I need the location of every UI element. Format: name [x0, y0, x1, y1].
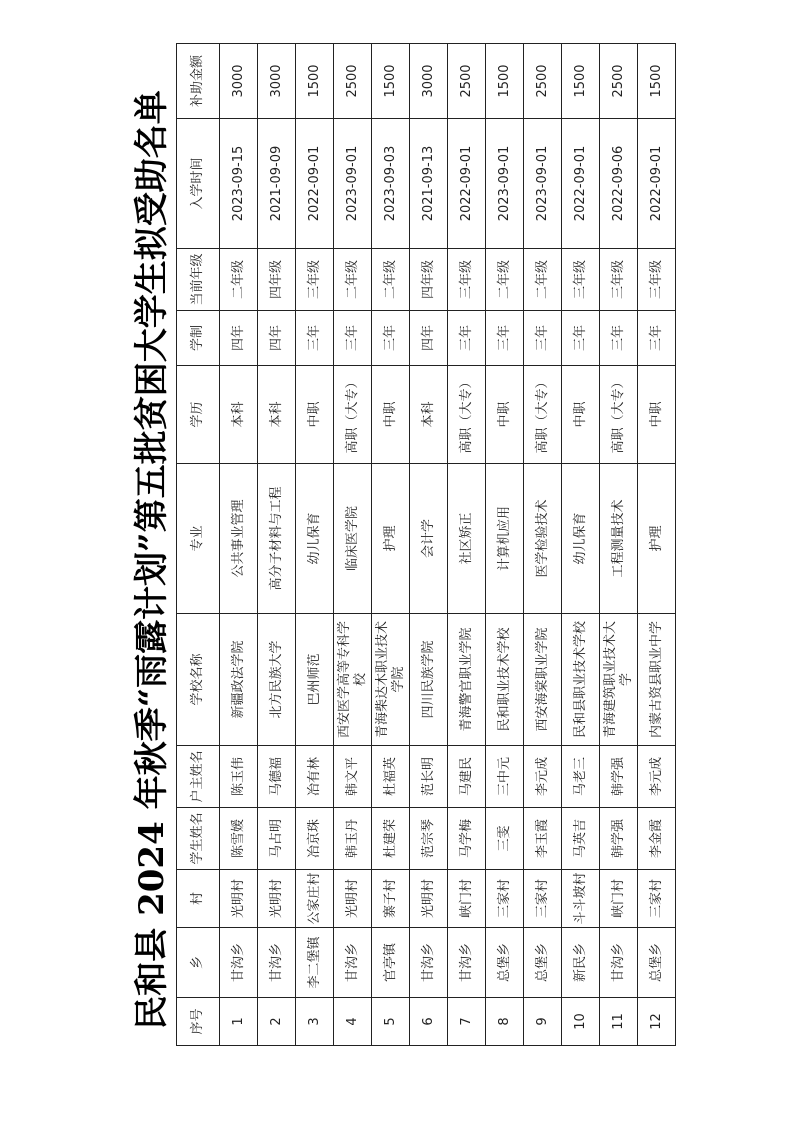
cell-duration: 三年 [562, 311, 600, 366]
cell-subsidy: 1500 [638, 44, 676, 119]
cell-householder-name: 范长明 [410, 746, 448, 808]
cell-student-name: 马占明 [258, 808, 296, 870]
cell-township: 总堡乡 [638, 928, 676, 998]
header-cell: 村 [177, 870, 220, 928]
cell-village: 公家庄村 [296, 870, 334, 928]
cell-enroll-date: 2021-09-09 [258, 119, 296, 249]
cell-education: 高职（大专） [524, 366, 562, 464]
cell-school-name: 民和职业技术学校 [486, 614, 524, 746]
cell-householder-name: 李元成 [638, 746, 676, 808]
cell-enroll-date: 2021-09-13 [410, 119, 448, 249]
cell-enroll-date: 2022-09-01 [638, 119, 676, 249]
cell-householder-name: 韩学强 [600, 746, 638, 808]
cell-index: 9 [524, 998, 562, 1046]
cell-subsidy: 3000 [258, 44, 296, 119]
cell-householder-name: 韩文平 [334, 746, 372, 808]
cell-student-name: 陈雪媛 [220, 808, 258, 870]
cell-education: 中职 [486, 366, 524, 464]
cell-school-name: 西安医学高等专科学校 [334, 614, 372, 746]
cell-major: 医学检验技术 [524, 464, 562, 614]
table-row [486, 44, 524, 1046]
cell-village: 三家村 [524, 870, 562, 928]
cell-index: 3 [296, 998, 334, 1046]
cell-householder-name: 马建民 [448, 746, 486, 808]
cell-village: 光明村 [220, 870, 258, 928]
cell-major: 计算机应用 [486, 464, 524, 614]
cell-enroll-date: 2023-09-01 [334, 119, 372, 249]
cell-student-name: 杜建荣 [372, 808, 410, 870]
cell-enroll-date: 2022-09-01 [562, 119, 600, 249]
cell-grade: 三年级 [448, 249, 486, 311]
cell-school-name: 新疆政法学院 [220, 614, 258, 746]
header-cell: 户主姓名 [177, 746, 220, 808]
cell-enroll-date: 2023-09-01 [524, 119, 562, 249]
cell-index: 1 [220, 998, 258, 1046]
cell-education: 本科 [258, 366, 296, 464]
table-row [600, 44, 638, 1046]
cell-major: 高分子材料与工程 [258, 464, 296, 614]
cell-index: 7 [448, 998, 486, 1046]
cell-grade: 三年级 [562, 249, 600, 311]
table-row [448, 44, 486, 1046]
cell-school-name: 北方民族大学 [258, 614, 296, 746]
cell-school-name: 青海建筑职业技术大学 [600, 614, 638, 746]
cell-education: 中职 [638, 366, 676, 464]
cell-subsidy: 1500 [562, 44, 600, 119]
cell-grade: 三年级 [600, 249, 638, 311]
cell-index: 2 [258, 998, 296, 1046]
cell-township: 总堡乡 [486, 928, 524, 998]
cell-village: 峡门村 [448, 870, 486, 928]
cell-township: 甘沟乡 [258, 928, 296, 998]
cell-subsidy: 1500 [372, 44, 410, 119]
header-cell: 专业 [177, 464, 220, 614]
cell-township: 甘沟乡 [448, 928, 486, 998]
cell-grade: 三年级 [296, 249, 334, 311]
cell-student-name: 韩玉丹 [334, 808, 372, 870]
header-cell: 学生姓名 [177, 808, 220, 870]
cell-grade: 二年级 [334, 249, 372, 311]
cell-grade: 二年级 [372, 249, 410, 311]
cell-duration: 三年 [334, 311, 372, 366]
cell-major: 工程测量技术 [600, 464, 638, 614]
cell-duration: 四年 [258, 311, 296, 366]
table-row [562, 44, 600, 1046]
cell-subsidy: 3000 [220, 44, 258, 119]
cell-school-name: 巴州师范 [296, 614, 334, 746]
cell-duration: 三年 [524, 311, 562, 366]
header-row [177, 44, 220, 1046]
cell-subsidy: 3000 [410, 44, 448, 119]
cell-student-name: 冶京珠 [296, 808, 334, 870]
cell-duration: 四年 [410, 311, 448, 366]
cell-index: 12 [638, 998, 676, 1046]
table-row [220, 44, 258, 1046]
cell-householder-name: 陈玉伟 [220, 746, 258, 808]
table-row [410, 44, 448, 1046]
cell-school-name: 西安海棠职业学院 [524, 614, 562, 746]
cell-index: 11 [600, 998, 638, 1046]
cell-subsidy: 2500 [334, 44, 372, 119]
cell-householder-name: 李元成 [524, 746, 562, 808]
cell-education: 高职（大专） [334, 366, 372, 464]
header-cell: 学历 [177, 366, 220, 464]
cell-student-name: 马学梅 [448, 808, 486, 870]
cell-major: 幼儿保育 [562, 464, 600, 614]
table-row [638, 44, 676, 1046]
header-cell: 序号 [177, 998, 220, 1046]
cell-township: 甘沟乡 [220, 928, 258, 998]
cell-education: 高职（大专） [448, 366, 486, 464]
cell-student-name: 李玉霞 [524, 808, 562, 870]
table-row [296, 44, 334, 1046]
cell-grade: 四年级 [410, 249, 448, 311]
cell-householder-name: 冶有林 [296, 746, 334, 808]
cell-township: 官亭镇 [372, 928, 410, 998]
cell-enroll-date: 2023-09-03 [372, 119, 410, 249]
cell-enroll-date: 2023-09-01 [486, 119, 524, 249]
cell-major: 幼儿保育 [296, 464, 334, 614]
cell-village: 光明村 [258, 870, 296, 928]
cell-school-name: 内蒙古资县职业中学 [638, 614, 676, 746]
header-cell: 当前年级 [177, 249, 220, 311]
cell-village: 三家村 [486, 870, 524, 928]
cell-student-name: 韩学强 [600, 808, 638, 870]
cell-township: 新民乡 [562, 928, 600, 998]
cell-duration: 三年 [486, 311, 524, 366]
cell-village: 寨子村 [372, 870, 410, 928]
cell-grade: 四年级 [258, 249, 296, 311]
cell-major: 社区矫正 [448, 464, 486, 614]
cell-subsidy: 2500 [600, 44, 638, 119]
cell-householder-name: 马老三 [562, 746, 600, 808]
cell-enroll-date: 2023-09-15 [220, 119, 258, 249]
cell-school-name: 青海柴达木职业技术学院 [372, 614, 410, 746]
cell-householder-name: 马德福 [258, 746, 296, 808]
table-body [220, 44, 676, 1046]
cell-village: 光明村 [410, 870, 448, 928]
cell-school-name: 四川民族学院 [410, 614, 448, 746]
cell-township: 李二堡镇 [296, 928, 334, 998]
cell-duration: 三年 [372, 311, 410, 366]
cell-education: 高职（大专） [600, 366, 638, 464]
cell-township: 总堡乡 [524, 928, 562, 998]
header-cell: 补助金额 [177, 44, 220, 119]
cell-duration: 三年 [600, 311, 638, 366]
cell-major: 公共事业管理 [220, 464, 258, 614]
cell-index: 4 [334, 998, 372, 1046]
cell-major: 护理 [638, 464, 676, 614]
recipient-table [176, 43, 676, 1046]
cell-enroll-date: 2022-09-01 [448, 119, 486, 249]
header-cell: 乡 [177, 928, 220, 998]
cell-education: 中职 [296, 366, 334, 464]
cell-index: 6 [410, 998, 448, 1046]
cell-index: 5 [372, 998, 410, 1046]
cell-village: 光明村 [334, 870, 372, 928]
table-row [334, 44, 372, 1046]
cell-duration: 三年 [448, 311, 486, 366]
cell-village: 峡门村 [600, 870, 638, 928]
cell-grade: 三年级 [638, 249, 676, 311]
cell-township: 甘沟乡 [410, 928, 448, 998]
header-cell: 入学时间 [177, 119, 220, 249]
table-row [372, 44, 410, 1046]
cell-subsidy: 2500 [448, 44, 486, 119]
cell-subsidy: 1500 [296, 44, 334, 119]
cell-duration: 四年 [220, 311, 258, 366]
cell-householder-name: 杜福英 [372, 746, 410, 808]
cell-education: 中职 [562, 366, 600, 464]
cell-education: 中职 [372, 366, 410, 464]
cell-student-name: 范宗琴 [410, 808, 448, 870]
cell-subsidy: 1500 [486, 44, 524, 119]
table-row [258, 44, 296, 1046]
cell-major: 临床医学院 [334, 464, 372, 614]
cell-township: 甘沟乡 [600, 928, 638, 998]
cell-student-name: 三雯 [486, 808, 524, 870]
table-row [524, 44, 562, 1046]
cell-grade: 二年级 [220, 249, 258, 311]
cell-grade: 二年级 [524, 249, 562, 311]
cell-major: 会计学 [410, 464, 448, 614]
cell-duration: 三年 [296, 311, 334, 366]
cell-duration: 三年 [638, 311, 676, 366]
cell-education: 本科 [410, 366, 448, 464]
cell-school-name: 民和县职业技术学校 [562, 614, 600, 746]
cell-education: 本科 [220, 366, 258, 464]
cell-householder-name: 三中元 [486, 746, 524, 808]
cell-grade: 二年级 [486, 249, 524, 311]
header-cell: 学校名称 [177, 614, 220, 746]
cell-school-name: 青海警官职业学院 [448, 614, 486, 746]
cell-student-name: 马英吉 [562, 808, 600, 870]
cell-index: 10 [562, 998, 600, 1046]
cell-subsidy: 2500 [524, 44, 562, 119]
header-cell: 学制 [177, 311, 220, 366]
cell-major: 护理 [372, 464, 410, 614]
cell-township: 甘沟乡 [334, 928, 372, 998]
document-title: 民和县 2024 年秋季“雨露计划”第五批贫困大学生拟受助名单 [132, 90, 172, 1030]
cell-index: 8 [486, 998, 524, 1046]
cell-village: 斗斗坡村 [562, 870, 600, 928]
cell-student-name: 李金霞 [638, 808, 676, 870]
cell-village: 三家村 [638, 870, 676, 928]
cell-enroll-date: 2022-09-06 [600, 119, 638, 249]
cell-enroll-date: 2022-09-01 [296, 119, 334, 249]
